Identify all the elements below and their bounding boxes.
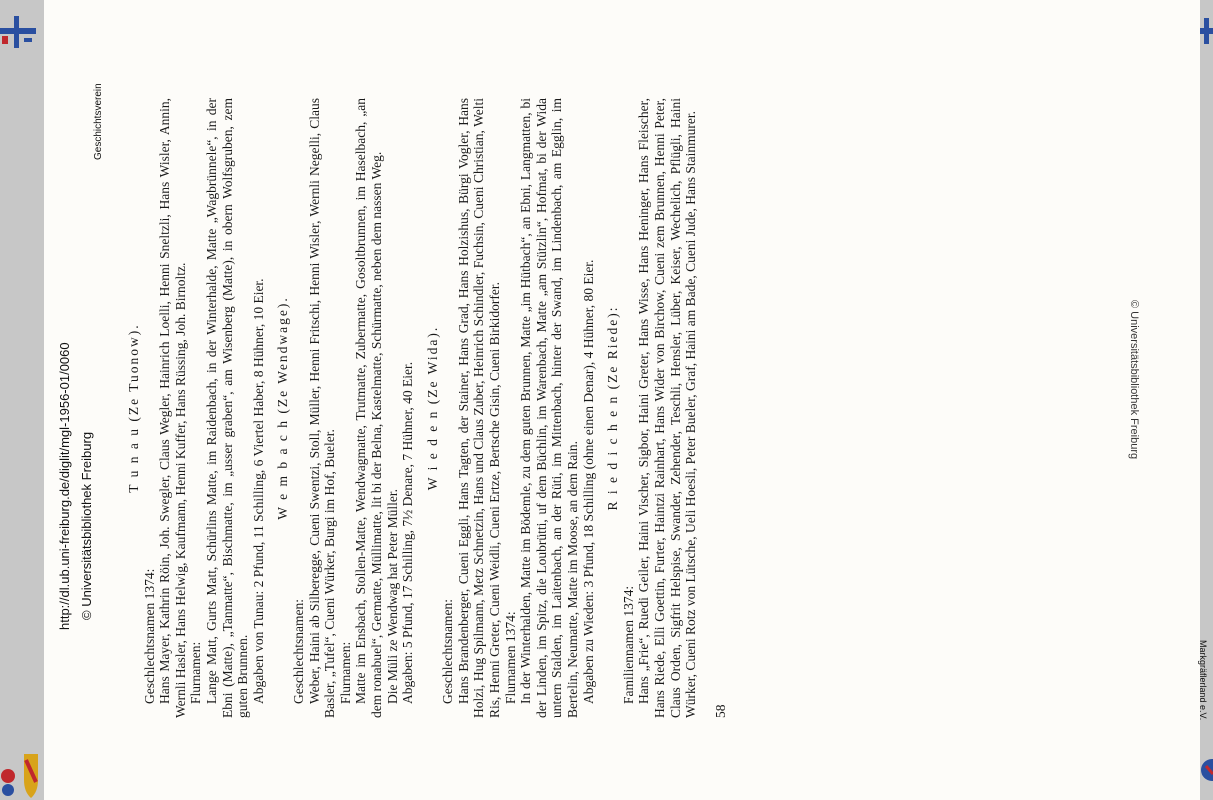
text-column xyxy=(52,98,728,718)
paragraph-wembach-muli: Die Müli ze Wendwag hat Peter Müller. xyxy=(384,489,400,704)
edge-watermark-bottom: Markgräflerland e.V. xyxy=(1198,640,1208,721)
heading-wieden-flur: Flurnamen 1374: xyxy=(502,611,518,704)
footer-url-link[interactable]: http://dl.ub.uni-freiburg.de/diglit/mgl-1956-01/0060 xyxy=(57,342,72,630)
section-title-tunau: T u n a u (Ze Tuonow). xyxy=(126,323,141,493)
paragraph-wembach-abgaben: Abgaben: 5 Pfund, 17 Schilling, 7½ Denare, 7 Hühner, 40 Eier. xyxy=(400,361,416,704)
heading-wembach-flur: Flurnamen: xyxy=(337,641,353,704)
footer xyxy=(44,0,104,800)
paragraph-tunau-names: Hans Mayer, Kathrin Röin, Joh. Swegler, Claus Wegler, Hainrich Loelli, Henni Sneltzli, Hans Wisler, Annin, Wernli Hasler, Hans Helwig, Kaufmann, Henni Kuffer, Hans Rüssing, Joh. Birnoltz. xyxy=(157,98,188,718)
crest-logo-icon xyxy=(0,752,40,800)
paragraph-wieden-flur: In der Winterhalden, Matte im Bödemle, zu dem guten Brunnen, Matte „im Hütbach“, an Ebni, Langmatten, bi der Linden, im Spitz, die Loubrütti, uf dem Büchlin, im Warenbach, Matte „am Stützlin“, Hofmat, bi der Wida untern Stalden, im Laitenbach, an der Rüti, im Mittenbach, hinter der Swand, im Lindenbach, am Egglin, im Bertelin, Neumatte, Matte im Moose, an dem Rain. xyxy=(518,98,581,718)
footer-copyright: © Universitätsbibliothek Freiburg xyxy=(79,431,94,620)
page-number: 58 xyxy=(712,704,728,718)
paragraph-tunau-abgaben: Abgaben von Tunau: 2 Pfund, 11 Schilling, 6 Viertel Haber, 8 Hühner, 10 Eier. xyxy=(250,278,266,704)
next-page-icon[interactable] xyxy=(1200,14,1213,50)
section-title-riedichen: R i e d i c h e n (Ze Riede): xyxy=(605,305,621,511)
paragraph-tunau-flur: Lange Matt, Gurts Matt, Schürlins Matte, im Raidenbach, in der Winterhalde, Matte „Wagbrünnele“, in der Ebni (Matte), „Tanmatte“, Bischmatte, im „usser graben“, am Wisenberg (Matte), in obern Wolfsgruben, zem guten Brunnen. xyxy=(203,98,251,718)
paragraph-riedichen-names: Hans „Frie“, Ruedi Geiler, Haini Vischer, Sigbor, Haini Greter, Hans Wisse, Hans Heninger, Hans Fleischer, Hans Riede, Elli Goettin, Furter, Haintzi Rainhart, Hans Wider von Birchow, Cueni zem Brunnen, Henni Peter, Claus Orden, Sigfrit Helspise, Swander, Zehender, Teschli, Hensler, Lüber, Keiser, Wechelich, Pflügli, Haini Würker, Cueni Rotz von Lütsche, Ueli Hoesli, Peter Bueler, Graf, Haini am Bade, Cueni Jude, Hans Stainmurer. xyxy=(636,98,699,718)
paragraph-wembach-flur: Matte im Ensbach, Stollen-Matte, Wendwagmatte, Trutmatte, Zubermatte, Gosoltbrunnen, im Haselbach, „an dem ronabuel“, Germatte, Müllimatte, lit bi der Belna, Kastelmatte, Schürmatte, neben dem nassen Weg. xyxy=(353,98,384,718)
heading-tunau-flur: Flurnamen: xyxy=(188,641,204,704)
heading-tunau-names: Geschlechtsnamen 1374: xyxy=(141,568,157,704)
heading-wieden-names: Geschlechtsnamen: xyxy=(440,599,456,704)
left-side-panel xyxy=(0,0,44,800)
paragraph-wieden-abgaben: Abgaben zu Wieden: 3 Pfund, 18 Schilling (ohne einen Denar), 4 Hühner, 80 Eier. xyxy=(580,259,596,704)
footer-association: Geschichtsverein xyxy=(93,83,104,160)
previous-page-icon[interactable] xyxy=(0,14,36,50)
document-page xyxy=(44,0,1200,800)
heading-riedichen-names: Familiennamen 1374: xyxy=(620,585,636,704)
section-title-wembach: W e m b a c h (Ze Wendwage). xyxy=(275,296,291,520)
section-title-wieden: W i e d e n (Ze Wida). xyxy=(424,325,440,491)
edge-watermark-top: © Universitätsbibliothek Freiburg xyxy=(1128,300,1140,460)
rotated-page-content xyxy=(44,0,1200,800)
paragraph-wembach-names: Weber, Haini ab Silberegge, Cueni Swentzi, Stoll, Müller, Henni Fritschi, Henni Wisler, Wernli Negelli, Claus Basler, „Tufel“, Cueni Würker, Burgi im Hof, Bueler. xyxy=(306,98,338,718)
paragraph-wieden-names: Hans Brandenberger, Cueni Eggli, Hans Tagten, der Stainer, Hans Grad, Hans Holzishus, Bürgi Vogler, Hans Holzi, Hug Spilmann, Metz Schnetzin, Hans und Claus Zuber, Heinrich Schindler, Fuchsin, Cueni Christian, Welti Ris, Henni Greter, Cueni Weidli, Cueni Ertze, Bertsche Gisin, Cueni Birkidorfer. xyxy=(455,98,503,718)
crest-logo-right-icon xyxy=(1200,752,1213,788)
heading-wembach-names: Geschlechtsnamen: xyxy=(290,599,306,704)
